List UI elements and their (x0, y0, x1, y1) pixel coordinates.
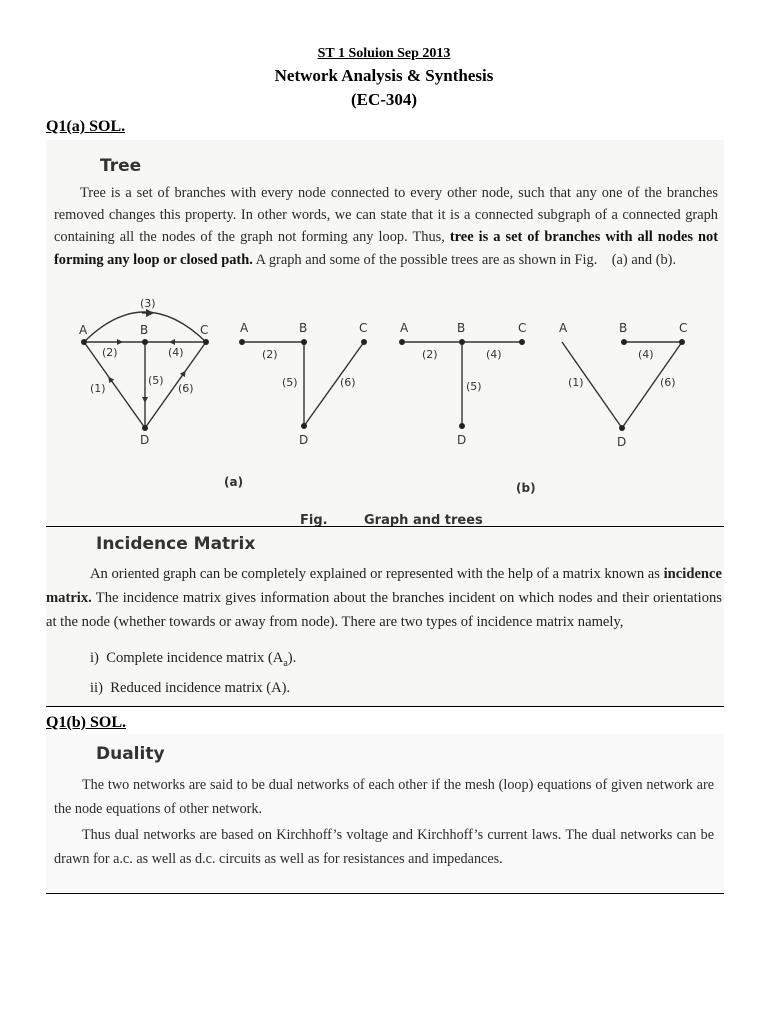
tree1-node-a: A (240, 321, 249, 335)
tree1-branch-6: (6) (340, 376, 356, 389)
tree3-branch-4: (4) (638, 348, 654, 361)
figure-caption-label: Fig. (300, 513, 328, 526)
tree-figure-ref: (a) and (b). (611, 251, 677, 268)
node-c-label: C (200, 323, 209, 337)
incidence-text-bold: incidence matrix. (46, 566, 722, 606)
scanned-incidence-section (46, 528, 724, 706)
section-divider-2 (46, 706, 724, 707)
tree2-node-b: B (457, 321, 466, 335)
q1a-label: Q1(a) SOL. (46, 118, 126, 135)
tree-text-1: Tree is a set of branches with every node connected to every other node, such that any one of the branches removed changes this property. In other words, we can state that it is a connected subgraph of a connected graph containing all the nodes of the graph not forming any loop. Thus, (54, 185, 718, 246)
tree1-branch-5: (5) (282, 376, 298, 389)
incidence-type-1: i) Complete incidence matrix $(A_a)$. (90, 650, 297, 669)
tree2-node-d: D (457, 433, 467, 447)
branch-2-label: (2) (102, 346, 118, 359)
tree2-branch-4: (4) (486, 348, 502, 361)
duality-paragraph-2: Thus dual networks are based on Kirchhoff’s voltage and Kirchhoff’s current laws. The dual networks can be drawn for a.c. as well as d.c. circuits as well as for resistances and impedances. (54, 827, 714, 867)
tree3-node-d: D (617, 435, 627, 449)
tree2-node-c: C (518, 321, 527, 335)
incidence-text-2: The incidence matrix gives information about the branches incident on which nodes and their orientations at the node (whether towards or away from node). There are two types of incidence matrix namely, (46, 590, 722, 630)
document-header-line: ST 1 Soluion Sep 2013 (317, 46, 451, 61)
node-d-label: D (140, 433, 150, 447)
tree2-node-a: A (400, 321, 409, 335)
tree1-node-b: B (299, 321, 308, 335)
branch-4-label: (4) (168, 346, 184, 359)
figure-label-a: (a) (224, 475, 244, 489)
tree1-node-c: C (359, 321, 368, 335)
section-divider (46, 526, 724, 527)
q1b-label: Q1(b) SOL. (46, 714, 127, 731)
tree1-branch-2: (2) (262, 348, 278, 361)
node-d-dot (142, 425, 148, 431)
tree-text-2: A graph and some of the possible trees are as shown in Fig. (252, 251, 598, 268)
tree-heading: Tree (100, 156, 142, 176)
graph-a (79, 297, 209, 447)
section-divider-3 (46, 893, 724, 894)
branch-3-label: (3) (140, 297, 156, 310)
course-code: (EC-304) (350, 90, 418, 109)
tree-2 (399, 321, 526, 447)
tree-text-bold: tree is a set of branches with all nodes not forming any loop or closed path. (54, 229, 718, 268)
graph-and-trees-figure (46, 286, 724, 526)
figure-label-b: (b) (516, 481, 536, 495)
incidence-definition (46, 562, 722, 634)
incidence-matrix-heading: Incidence Matrix (96, 534, 256, 554)
duality-heading: Duality (96, 744, 165, 764)
figure-caption-text: Graph and trees (364, 513, 483, 526)
document-title: Network Analysis & Synthesis (274, 66, 494, 85)
tree2-branch-5: (5) (466, 380, 482, 393)
tree3-node-c: C (679, 321, 688, 335)
branch-6-arrow (180, 373, 184, 379)
tree3-branch-6: (6) (660, 376, 676, 389)
node-b-label: B (140, 323, 149, 337)
node-a-dot (81, 339, 87, 345)
tree-1 (239, 321, 367, 447)
incidence-text-1: An oriented graph can be completely explained or represented with the help of a matrix known as (90, 566, 664, 582)
tree3-node-a: A (559, 321, 568, 335)
tree-3 (559, 321, 687, 449)
scanned-tree-section (46, 140, 724, 526)
duality-paragraph-1: The two networks are said to be dual networks of each other if the mesh (loop) equations of given network are the node equations of other network. (54, 777, 714, 817)
node-a-label: A (79, 323, 88, 337)
tree3-branch-1: (1) (568, 376, 584, 389)
node-b-dot (142, 339, 148, 345)
incidence-type-2: ii) Reduced incidence matrix (A). (90, 680, 291, 696)
scanned-duality-section (46, 734, 724, 892)
node-c-dot (203, 339, 209, 345)
branch-5-label: (5) (148, 374, 164, 387)
tree-definition (54, 182, 718, 271)
tree3-node-b: B (619, 321, 628, 335)
tree1-node-d: D (299, 433, 309, 447)
branch-6-label: (6) (178, 382, 194, 395)
tree2-branch-2: (2) (422, 348, 438, 361)
branch-1-label: (1) (90, 382, 106, 395)
